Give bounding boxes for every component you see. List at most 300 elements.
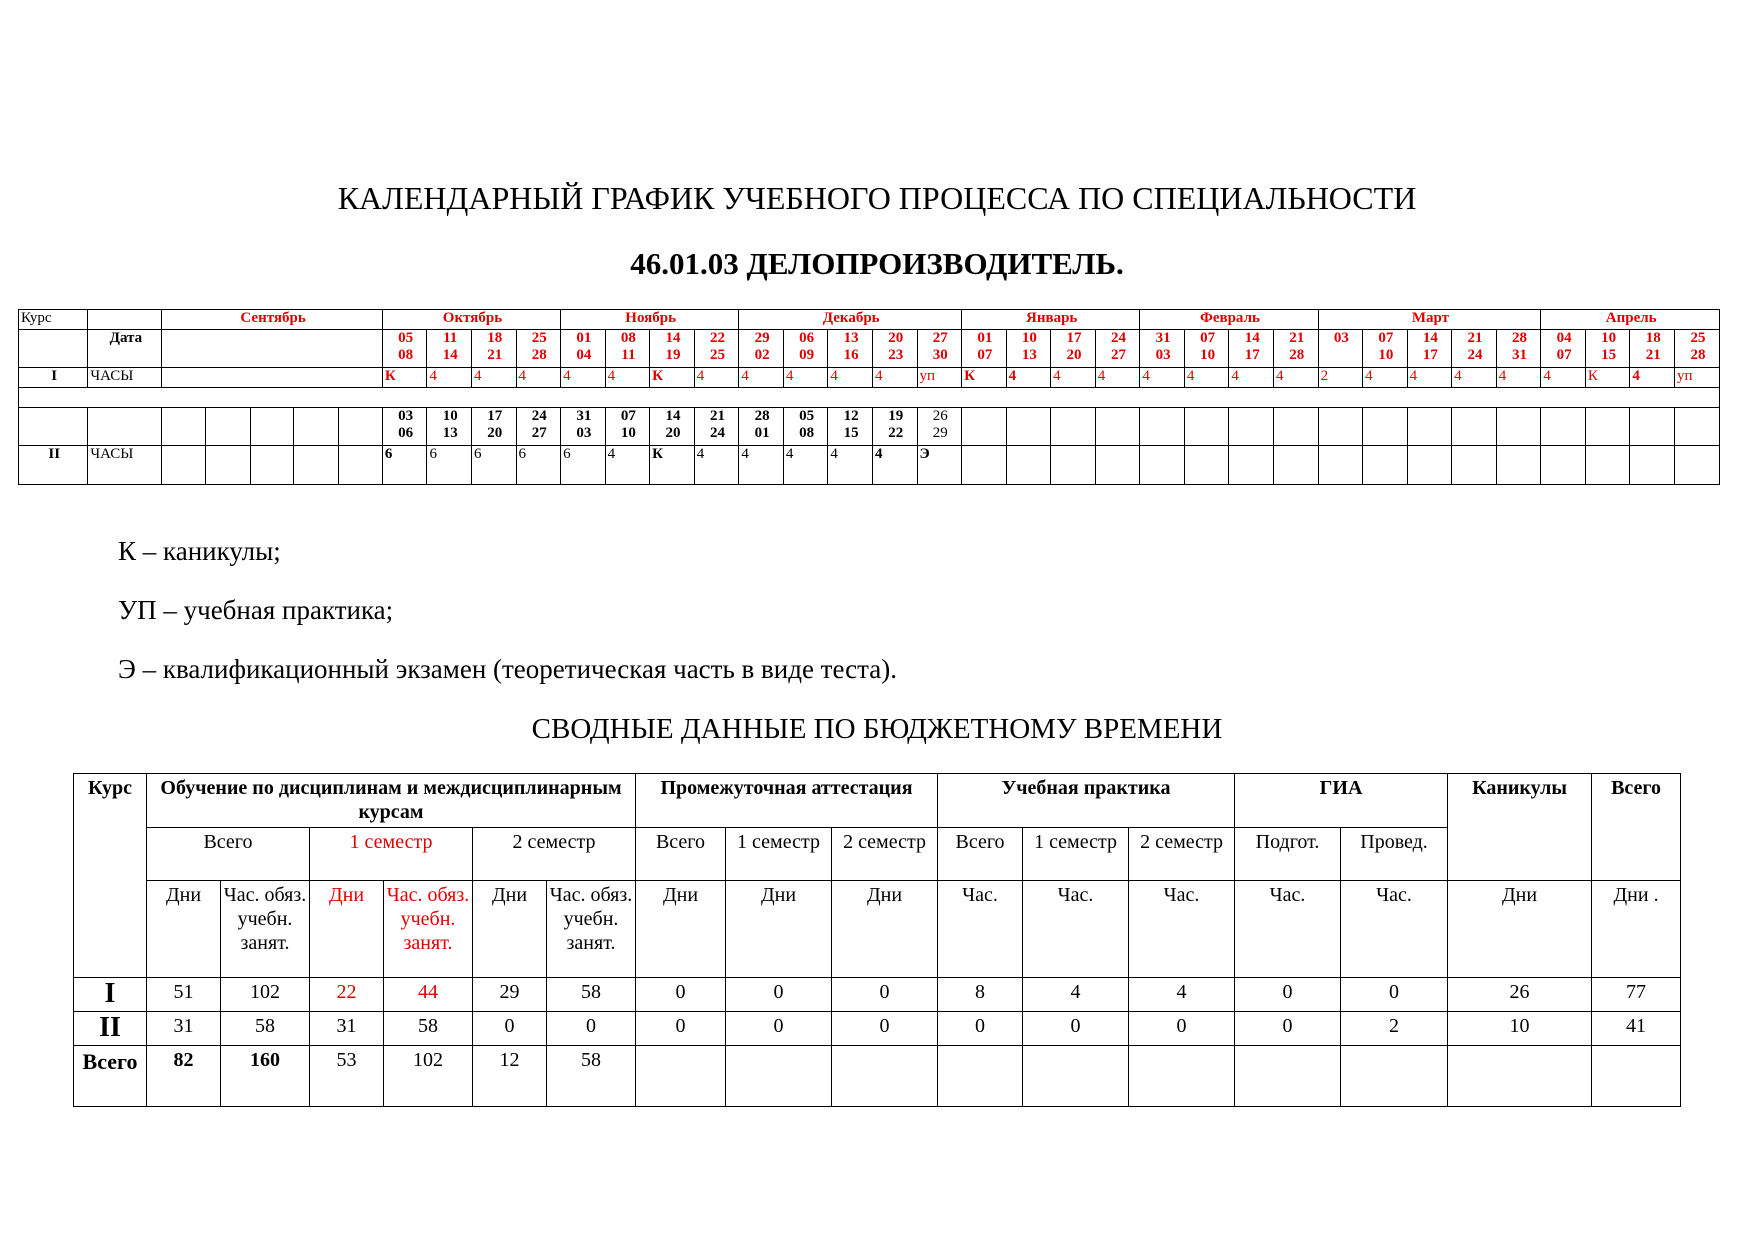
row-label: II — [74, 1012, 147, 1046]
legend-e: Э – квалификационный экзамен (теоретическая часть в виде теста). — [118, 654, 897, 684]
table-cell: 0 — [636, 1012, 726, 1046]
week-date — [917, 408, 962, 446]
blank-cell — [339, 408, 383, 446]
blank-cell — [162, 330, 383, 368]
date-from: 07 — [620, 408, 636, 424]
date-to: 20 — [487, 425, 503, 441]
week-date — [1229, 330, 1274, 368]
date-from: 18 — [487, 330, 503, 346]
blank-cell — [88, 408, 162, 446]
legend-k: К – каникулы; — [118, 536, 281, 566]
table-cell — [636, 1046, 726, 1107]
blank-cell — [88, 310, 162, 330]
page-title: КАЛЕНДАРНЫЙ ГРАФИК УЧЕБНОГО ПРОЦЕССА ПО СПЕЦИАЛЬНОСТИ — [337, 180, 1417, 216]
week-hours: 4 — [694, 368, 739, 388]
week-hours: 4 — [828, 368, 873, 388]
table-cell: 22 — [310, 978, 384, 1012]
week-hours: 6 — [561, 446, 606, 485]
blank-cell — [1674, 446, 1719, 485]
date-from: 14 — [1244, 330, 1260, 346]
blank-cell — [1363, 408, 1408, 446]
week-date — [828, 330, 873, 368]
sum-h-gia-podgot: Подгот. — [1235, 828, 1341, 881]
table-cell — [1448, 1046, 1592, 1107]
week-date — [650, 330, 695, 368]
sum-h-chas-obyz: Час. обяз. учебн. занят. — [221, 881, 310, 978]
week-date — [694, 408, 739, 446]
kurs-header: Курс — [19, 310, 88, 330]
blank-cell — [1630, 408, 1675, 446]
date-to: 22 — [888, 425, 904, 441]
date-to: 08 — [799, 425, 815, 441]
sum-h-chas: Час. — [1341, 881, 1448, 978]
week-hours: 4 — [1095, 368, 1140, 388]
week-date — [605, 408, 650, 446]
week-date — [1630, 330, 1675, 368]
table-cell: 0 — [832, 1012, 938, 1046]
month-march: Март — [1318, 310, 1541, 330]
week-hours: 6 — [427, 446, 472, 485]
week-date — [783, 408, 828, 446]
sum-h-gia-proved: Провед. — [1341, 828, 1448, 881]
date-to: 13 — [442, 425, 458, 441]
table-cell: 58 — [547, 978, 636, 1012]
table-cell: 58 — [384, 1012, 473, 1046]
sum-h-obuch: Обучение по дисциплинам и междисциплинарным курсам — [147, 774, 636, 828]
blank-cell — [1452, 446, 1497, 485]
sum-h-chas-obyz: Час. обяз. учебн. занят. — [547, 881, 636, 978]
week-hours: 4 — [828, 446, 873, 485]
week-hours: 4 — [783, 446, 828, 485]
table-cell: 0 — [726, 978, 832, 1012]
table-cell: 58 — [547, 1046, 636, 1107]
date-from: 24 — [1111, 330, 1127, 346]
date-from: 10 — [442, 408, 458, 424]
week-date — [427, 330, 472, 368]
table-cell: 77 — [1592, 978, 1681, 1012]
course-label-1: I — [19, 368, 88, 388]
date-from: 27 — [932, 330, 948, 346]
table-cell: 0 — [1129, 1012, 1235, 1046]
week-hours: 4 — [471, 368, 516, 388]
week-hours: 4 — [1496, 368, 1541, 388]
week-hours: 4 — [1363, 368, 1408, 388]
date-to: 30 — [932, 347, 948, 363]
blank-cell — [1630, 446, 1675, 485]
sum-h-dni: Дни — [147, 881, 221, 978]
date-to: 20 — [1066, 347, 1082, 363]
blank-cell — [1095, 446, 1140, 485]
date-to: 14 — [442, 347, 458, 363]
week-date — [1095, 330, 1140, 368]
date-to: 24 — [710, 425, 726, 441]
blank-cell — [1184, 446, 1229, 485]
week-hours: 4 — [605, 446, 650, 485]
week-date — [1184, 330, 1229, 368]
date-from: 31 — [576, 408, 592, 424]
week-hours: 6 — [382, 446, 427, 485]
sum-h-dni: Дни — [832, 881, 938, 978]
date-to: 25 — [710, 347, 726, 363]
blank-cell — [1541, 408, 1586, 446]
week-hours: 4 — [694, 446, 739, 485]
date-to: 19 — [665, 347, 681, 363]
blank-cell — [1452, 408, 1497, 446]
week-hours: 4 — [1630, 368, 1675, 388]
week-date — [1407, 330, 1452, 368]
week-date — [1363, 330, 1408, 368]
week-date — [1541, 330, 1586, 368]
week-hours: 4 — [1541, 368, 1586, 388]
sum-h-obuch-sem1: 1 семестр — [310, 828, 473, 881]
date-to: 11 — [621, 347, 636, 363]
date-from: 11 — [443, 330, 458, 346]
week-hours: 4 — [783, 368, 828, 388]
table-cell: 31 — [147, 1012, 221, 1046]
week-date — [471, 330, 516, 368]
week-date — [605, 330, 650, 368]
blank-cell — [339, 446, 383, 485]
week-date — [1318, 330, 1363, 368]
week-hours: уп — [917, 368, 962, 388]
date-label: Дата — [88, 330, 162, 368]
table-cell: 26 — [1448, 978, 1592, 1012]
blank-cell — [162, 368, 383, 388]
blank-cell — [1140, 408, 1185, 446]
specialty-title: 46.01.03 ДЕЛОПРОИЗВОДИТЕЛЬ. — [630, 246, 1124, 281]
sum-h-dni: Дни — [473, 881, 547, 978]
date-to: 28 — [531, 347, 547, 363]
sum-h-obuch-total: Всего — [147, 828, 310, 881]
hours-label: ЧАСЫ — [88, 368, 162, 388]
date-from: 07 — [1378, 330, 1394, 346]
blank-cell — [1006, 446, 1051, 485]
date-from: 01 — [576, 330, 592, 346]
table-cell — [726, 1046, 832, 1107]
date-from: 14 — [1422, 330, 1438, 346]
blank-cell — [1541, 446, 1586, 485]
table-cell: 53 — [310, 1046, 384, 1107]
week-date — [516, 408, 561, 446]
date-to: 10 — [1378, 347, 1394, 363]
week-hours: 4 — [872, 446, 917, 485]
date-to: 27 — [1111, 347, 1127, 363]
table-cell — [1592, 1046, 1681, 1107]
week-date — [561, 330, 606, 368]
date-to: 10 — [1200, 347, 1216, 363]
blank-cell — [250, 446, 294, 485]
table-cell: 0 — [938, 1012, 1023, 1046]
date-from: 22 — [710, 330, 726, 346]
blank-cell — [1229, 446, 1274, 485]
week-hours: 4 — [1229, 368, 1274, 388]
sum-h-dni: Дни — [726, 881, 832, 978]
sum-h-praktika: Учебная практика — [938, 774, 1235, 828]
date-from: 03 — [398, 408, 414, 424]
table-cell: 0 — [1235, 978, 1341, 1012]
blank-cell — [19, 408, 88, 446]
week-hours: 4 — [427, 368, 472, 388]
blank-cell — [962, 446, 1007, 485]
month-november: Ноябрь — [561, 310, 739, 330]
week-date — [783, 330, 828, 368]
blank-cell — [1496, 446, 1541, 485]
sum-h-kurs: Курс — [74, 774, 147, 978]
table-cell: 102 — [221, 978, 310, 1012]
date-from: 04 — [1556, 330, 1572, 346]
date-from: 13 — [843, 330, 859, 346]
row-label: I — [74, 978, 147, 1012]
date-to: 20 — [665, 425, 681, 441]
blank-cell — [1051, 408, 1096, 446]
blank-cell — [294, 408, 339, 446]
week-date — [427, 408, 472, 446]
table-cell: 31 — [310, 1012, 384, 1046]
date-to: 09 — [799, 347, 815, 363]
sum-h-chas: Час. — [938, 881, 1023, 978]
sum-h-prakt-sem2: 2 семестр — [1129, 828, 1235, 881]
date-to: 03 — [576, 425, 592, 441]
blank-cell — [1407, 446, 1452, 485]
table-cell: 58 — [221, 1012, 310, 1046]
month-february: Февраль — [1140, 310, 1318, 330]
week-hours: 4 — [1184, 368, 1229, 388]
date-to: 17 — [1422, 347, 1438, 363]
month-october: Октябрь — [382, 310, 560, 330]
month-april: Апрель — [1541, 310, 1720, 330]
date-from: 24 — [531, 408, 547, 424]
table-cell: 160 — [221, 1046, 310, 1107]
week-date — [828, 408, 873, 446]
sum-h-promezh: Промежуточная аттестация — [636, 774, 938, 828]
blank-cell — [1585, 408, 1630, 446]
date-from: 25 — [1690, 330, 1706, 346]
date-from: 26 — [932, 408, 948, 424]
table-cell: 0 — [726, 1012, 832, 1046]
blank-cell — [1407, 408, 1452, 446]
week-hours: 4 — [1273, 368, 1318, 388]
week-hours: 4 — [516, 368, 561, 388]
blank-cell — [962, 408, 1007, 446]
week-hours: 4 — [561, 368, 606, 388]
table-cell — [1341, 1046, 1448, 1107]
table-cell: 0 — [1023, 1012, 1129, 1046]
date-from: 29 — [754, 330, 770, 346]
date-to: 04 — [576, 347, 592, 363]
blank-cell — [1051, 446, 1096, 485]
table-cell: 0 — [1341, 978, 1448, 1012]
blank-cell — [205, 446, 250, 485]
date-from: 01 — [977, 330, 993, 346]
blank-cell — [1006, 408, 1051, 446]
week-date — [382, 330, 427, 368]
date-to: 15 — [843, 425, 859, 441]
week-date — [739, 330, 784, 368]
week-date — [739, 408, 784, 446]
summary-title: СВОДНЫЕ ДАННЫЕ ПО БЮДЖЕТНОМУ ВРЕМЕНИ — [531, 713, 1223, 745]
blank-cell — [1318, 446, 1363, 485]
week-hours: 4 — [1407, 368, 1452, 388]
blank-cell — [1095, 408, 1140, 446]
date-to: 21 — [1645, 347, 1661, 363]
week-hours: К — [962, 368, 1007, 388]
date-from: 03 — [1333, 330, 1349, 346]
date-from: 05 — [398, 330, 414, 346]
table-cell: 0 — [473, 1012, 547, 1046]
sum-h-chas: Час. — [1235, 881, 1341, 978]
week-date — [650, 408, 695, 446]
table-cell — [1023, 1046, 1129, 1107]
week-hours: 4 — [1140, 368, 1185, 388]
date-to: 01 — [754, 425, 770, 441]
blank-cell — [1140, 446, 1185, 485]
date-from: 08 — [620, 330, 636, 346]
sum-h-obuch-sem2: 2 семестр — [473, 828, 636, 881]
week-date — [962, 330, 1007, 368]
date-from: 17 — [487, 408, 503, 424]
table-cell: 51 — [147, 978, 221, 1012]
table-cell: 8 — [938, 978, 1023, 1012]
date-from: 25 — [531, 330, 547, 346]
sum-h-prakt-sem1: 1 семестр — [1023, 828, 1129, 881]
week-hours: 4 — [605, 368, 650, 388]
sum-h-dni: Дни — [636, 881, 726, 978]
row-label: Всего — [74, 1046, 147, 1107]
date-to: 06 — [398, 425, 414, 441]
week-date — [1006, 330, 1051, 368]
separator-row — [19, 388, 1720, 408]
date-from: 14 — [665, 330, 681, 346]
sum-h-dni-total: Дни . — [1592, 881, 1681, 978]
date-from: 19 — [888, 408, 904, 424]
sum-h-kanikuly: Каникулы — [1448, 774, 1592, 881]
month-january: Январь — [962, 310, 1140, 330]
blank-cell — [162, 446, 206, 485]
date-to: 10 — [620, 425, 636, 441]
week-date — [872, 330, 917, 368]
blank-cell — [250, 408, 294, 446]
table-cell: 0 — [547, 1012, 636, 1046]
date-to: 29 — [932, 425, 948, 441]
table-cell: 10 — [1448, 1012, 1592, 1046]
month-december: Декабрь — [739, 310, 962, 330]
table-cell: 4 — [1023, 978, 1129, 1012]
date-to: 08 — [398, 347, 414, 363]
sum-h-dni: Дни — [310, 881, 384, 978]
blank-cell — [1363, 446, 1408, 485]
table-cell: 102 — [384, 1046, 473, 1107]
week-hours: К — [650, 446, 695, 485]
date-to: 13 — [1021, 347, 1037, 363]
blank-cell — [19, 330, 88, 368]
week-date — [694, 330, 739, 368]
date-to: 16 — [843, 347, 859, 363]
week-hours: 6 — [471, 446, 516, 485]
week-date — [471, 408, 516, 446]
week-date — [1452, 330, 1497, 368]
date-to: 07 — [977, 347, 993, 363]
table-cell: 0 — [832, 978, 938, 1012]
week-date — [382, 408, 427, 446]
date-to: 24 — [1467, 347, 1483, 363]
date-from: 05 — [799, 408, 815, 424]
week-hours: Э — [917, 446, 962, 485]
table-cell — [832, 1046, 938, 1107]
blank-cell — [1674, 408, 1719, 446]
week-date — [917, 330, 962, 368]
date-to: 02 — [754, 347, 770, 363]
table-cell: 2 — [1341, 1012, 1448, 1046]
week-hours: 4 — [739, 446, 784, 485]
week-date — [516, 330, 561, 368]
blank-cell — [1585, 446, 1630, 485]
week-hours: 4 — [1051, 368, 1096, 388]
date-from: 12 — [843, 408, 859, 424]
sum-h-prakt-total: Всего — [938, 828, 1023, 881]
week-date — [1273, 330, 1318, 368]
date-to: 27 — [531, 425, 547, 441]
date-to: 03 — [1155, 347, 1171, 363]
week-date — [1585, 330, 1630, 368]
month-september: Сентябрь — [162, 310, 383, 330]
date-from: 14 — [665, 408, 681, 424]
date-to: 28 — [1289, 347, 1305, 363]
blank-cell — [1229, 408, 1274, 446]
table-cell: 44 — [384, 978, 473, 1012]
sum-h-gia: ГИА — [1235, 774, 1448, 828]
table-cell: 4 — [1129, 978, 1235, 1012]
table-row — [74, 1012, 1681, 1046]
week-hours: 4 — [1452, 368, 1497, 388]
sum-h-promezh-sem1: 1 семестр — [726, 828, 832, 881]
date-from: 10 — [1021, 330, 1037, 346]
date-to: 23 — [888, 347, 904, 363]
summary-table — [73, 773, 1681, 1107]
date-to: 21 — [487, 347, 503, 363]
course-label-2: II — [19, 446, 88, 485]
date-from: 17 — [1066, 330, 1082, 346]
date-to: 28 — [1690, 347, 1706, 363]
sum-h-chas-obyz: Час. обяз. учебн. занят. — [384, 881, 473, 978]
date-from: 07 — [1200, 330, 1216, 346]
week-hours: К — [650, 368, 695, 388]
hours-label: ЧАСЫ — [88, 446, 162, 485]
date-from: 20 — [888, 330, 904, 346]
table-cell: 0 — [1235, 1012, 1341, 1046]
date-from: 31 — [1155, 330, 1171, 346]
week-date — [561, 408, 606, 446]
date-from: 10 — [1601, 330, 1617, 346]
week-hours: К — [1585, 368, 1630, 388]
week-hours: 4 — [739, 368, 784, 388]
date-from: 21 — [1289, 330, 1305, 346]
blank-cell — [1184, 408, 1229, 446]
week-date — [1051, 330, 1096, 368]
blank-cell — [205, 408, 250, 446]
week-date — [1674, 330, 1719, 368]
date-from: 21 — [1467, 330, 1483, 346]
week-hours: уп — [1674, 368, 1719, 388]
table-row — [74, 978, 1681, 1012]
table-cell — [1235, 1046, 1341, 1107]
sum-h-dni: Дни — [1448, 881, 1592, 978]
date-to: 07 — [1556, 347, 1572, 363]
table-cell: 12 — [473, 1046, 547, 1107]
week-hours: К — [382, 368, 427, 388]
date-to: 17 — [1244, 347, 1260, 363]
blank-cell — [1273, 408, 1318, 446]
table-cell — [938, 1046, 1023, 1107]
